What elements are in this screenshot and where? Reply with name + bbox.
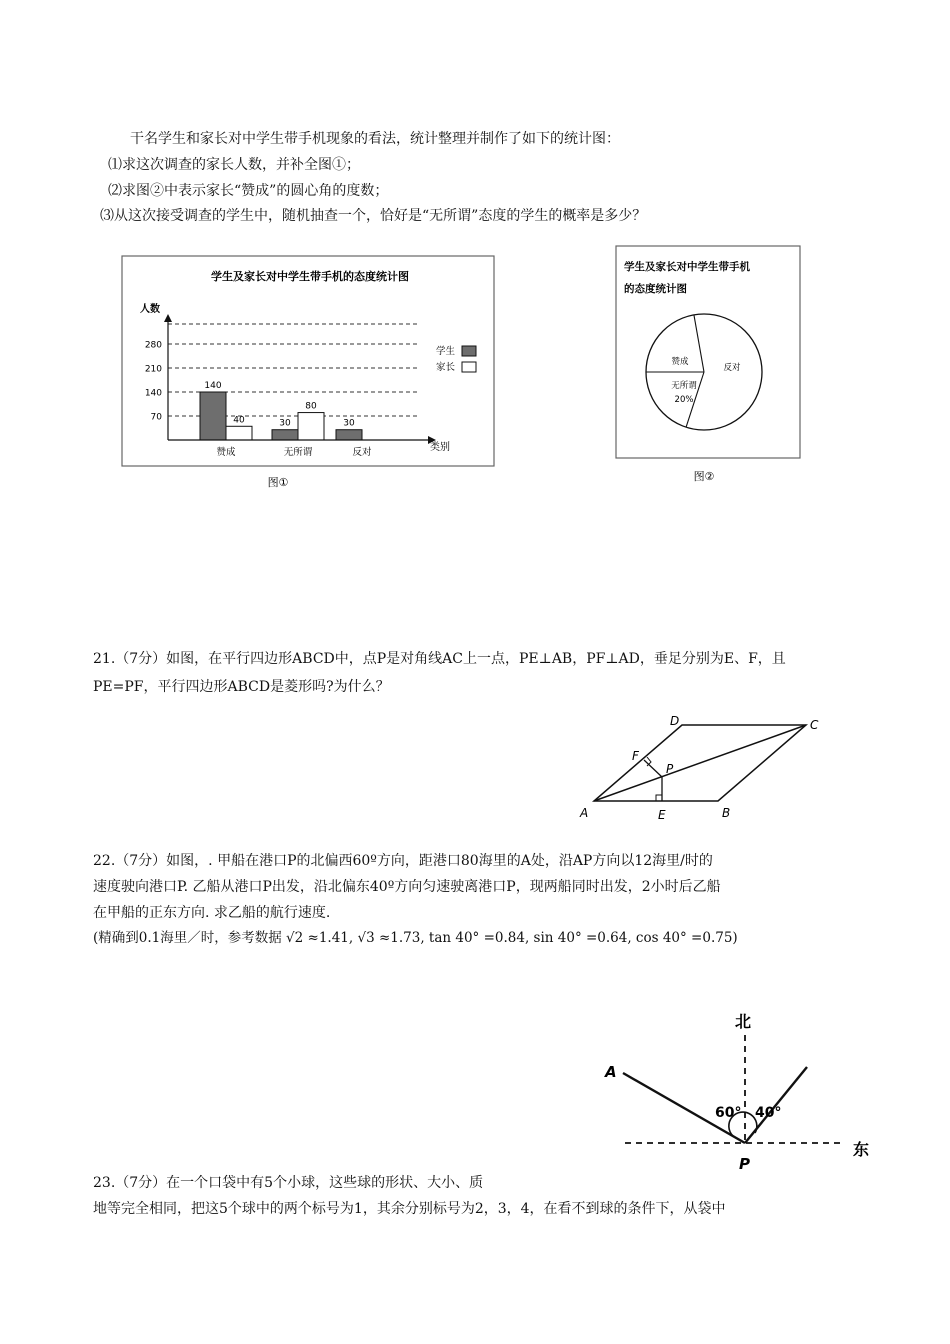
bar-data-label: 140 <box>204 381 222 391</box>
legend-label: 家长 <box>436 362 456 373</box>
y-tick-label: 70 <box>150 412 162 423</box>
question-1: ⑴求这次调查的家长人数，并补全图①； <box>108 157 360 173</box>
question-3: ⑶从这次接受调查的学生中，随机抽查一个，恰好是“无所谓”态度的学生的概率是多少？ <box>100 208 647 224</box>
bar-data-label: 30 <box>343 418 355 429</box>
q22-line3: 在甲船的正东方向. 求乙船的航行速度. <box>93 905 331 921</box>
direction-figure <box>595 1005 885 1185</box>
point-a-label: A <box>605 1063 617 1081</box>
label-a: A <box>580 806 589 820</box>
legend-swatch <box>462 362 476 372</box>
q21-line2: PE=PF，平行四边形ABCD是菱形吗?为什么？ <box>93 679 390 695</box>
east-label: 东 <box>853 1140 870 1159</box>
q21-line1: 21.（7分）如图，在平行四边形ABCD中，点P是对角线AC上一点，PE⊥AB，PF⊥AD，垂足分别为E、F，且 <box>93 651 786 667</box>
q23-line1: 23.（7分）在一个口袋中有5个小球，这些球的形状、大小、质 <box>93 1175 484 1191</box>
bar-data-label: 80 <box>305 401 317 412</box>
pie-chart-caption: 图② <box>693 470 715 483</box>
legend-swatch <box>462 346 476 356</box>
pie-label-zancheng: 赞成 <box>671 357 689 367</box>
label-c: C <box>810 718 819 732</box>
right-angle-e <box>656 795 662 801</box>
pie-label-fandui: 反对 <box>723 363 741 373</box>
pie-chart-figure <box>610 242 810 490</box>
right-angle-f <box>647 757 651 766</box>
bar-chart-caption: 图① <box>267 476 289 489</box>
q22-line1: 22.（7分）如图，. 甲船在港口P的北偏西60º方向，距港口80海里的A处，沿AP方向以12海里/时的 <box>93 853 713 869</box>
y-tick-label: 280 <box>144 340 162 351</box>
segment-pf <box>644 760 662 777</box>
diagonal-ac <box>594 725 806 801</box>
bar-data-label: 30 <box>279 418 291 429</box>
bar-chart-figure <box>118 252 498 492</box>
label-b: B <box>722 806 731 820</box>
point-p-label: P <box>739 1155 750 1173</box>
pie-chart-title-line2: 的态度统计图 <box>624 283 687 295</box>
angle-40-label: 40° <box>755 1105 782 1121</box>
bar-chart-xlabel: 类别 <box>430 442 450 453</box>
x-tick-label: 无所谓 <box>283 447 313 458</box>
x-tick-label: 反对 <box>352 447 372 458</box>
bar-chart-title: 学生及家长对中学生带手机的态度统计图 <box>211 270 409 283</box>
pie-label-percent: 20% <box>674 395 694 405</box>
bar <box>272 430 298 440</box>
angle-60-label: 60° <box>715 1105 742 1121</box>
bar-data-label: 40 <box>233 415 245 426</box>
bar <box>200 392 226 440</box>
legend-label: 学生 <box>436 346 456 357</box>
pie-label-wusuowei: 无所谓 <box>671 381 697 391</box>
label-d: D <box>670 714 680 728</box>
parallelogram-figure <box>570 705 830 830</box>
bar <box>336 430 362 440</box>
north-label: 北 <box>735 1012 752 1031</box>
bar <box>298 413 324 440</box>
y-tick-label: 210 <box>144 364 162 375</box>
label-e: E <box>658 808 666 822</box>
q23-line2: 地等完全相同，把这5个球中的两个标号为1，其余分别标号为2，3，4，在看不到球的条件下，从袋中 <box>93 1201 726 1217</box>
bar-chart-ylabel: 人数 <box>140 304 160 315</box>
label-p: P <box>666 762 674 776</box>
bar <box>226 426 252 440</box>
label-f: F <box>632 749 639 763</box>
q22-line2: 速度驶向港口P. 乙船从港口P出发，沿北偏东40º方向匀速驶离港口P，现两船同时出发，2小时后乙船 <box>93 879 721 895</box>
pie-chart-title-line1: 学生及家长对中学生带手机 <box>624 261 750 273</box>
q22-line4: (精确到0.1海里／时，参考数据 √2 ≈1.41, √3 ≈1.73, tan 40° =0.84, sin 40° =0.64, cos 40° =0.75) <box>93 930 738 946</box>
intro-line: 干名学生和家长对中学生带手机现象的看法，统计整理并制作了如下的统计图： <box>130 131 620 147</box>
y-tick-label: 140 <box>144 388 162 399</box>
y-axis-arrow <box>164 314 172 322</box>
question-2: ⑵求图②中表示家长“赞成”的圆心角的度数； <box>108 183 389 199</box>
x-tick-label: 赞成 <box>216 447 236 458</box>
